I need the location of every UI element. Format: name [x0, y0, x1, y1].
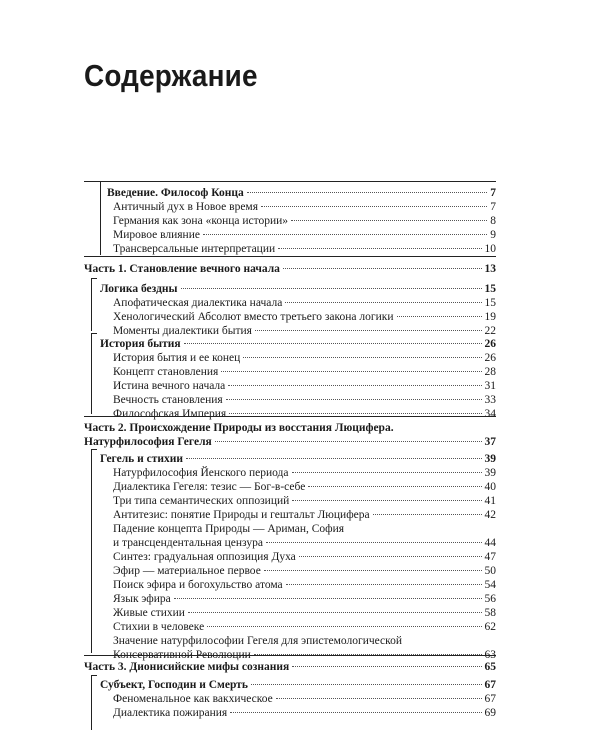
toc-entry-title: История бытия и ее конец [113, 352, 241, 364]
toc-page-number: 26 [484, 338, 496, 350]
group-bracket [91, 675, 92, 730]
toc-section-entry [84, 435, 496, 449]
dot-leader [215, 441, 482, 442]
dot-leader [286, 584, 482, 585]
toc-entry-title: Введение. Философ Конца [107, 187, 244, 199]
toc-entry [113, 393, 496, 407]
section-divider [84, 655, 496, 656]
toc-entry-title: Хенологический Абсолют вместо третьего закона логики [113, 311, 394, 323]
toc-entry-title: Мировое влияние [113, 229, 200, 241]
bracket-tick [91, 675, 97, 676]
section-divider [84, 256, 496, 257]
toc-entry [113, 550, 496, 564]
toc-page-number: 63 [484, 649, 496, 661]
toc-entry-title: Германия как зона «конца истории» [113, 215, 289, 227]
toc-entry-title: Истина вечного начала [113, 380, 226, 392]
toc-section-entry [100, 452, 496, 466]
dot-leader [230, 712, 481, 713]
toc-entry-title: и трансцендентальная цензура [113, 537, 263, 549]
toc-entry-title: Моменты диалектики бытия [113, 325, 252, 337]
toc-entry-title: Эфир — материальное первое [113, 565, 261, 577]
dot-leader [181, 288, 482, 289]
dot-leader [174, 598, 482, 599]
toc-page-number: 39 [484, 467, 496, 479]
toc-entry [113, 706, 496, 720]
toc-entry [113, 606, 496, 620]
toc-entry [113, 522, 496, 536]
toc-page-number: 41 [484, 495, 496, 507]
dot-leader [255, 330, 482, 331]
toc-entry [113, 536, 496, 550]
toc-section-entry [100, 282, 496, 296]
dot-leader [266, 542, 482, 543]
toc-entry-title: Падение концепта Природы — Ариман, София [113, 523, 345, 535]
toc-page-number: 22 [484, 325, 496, 337]
toc-section-entry [84, 660, 496, 674]
group-bracket [91, 333, 92, 414]
toc-entry [113, 351, 496, 365]
toc-page-number: 39 [484, 453, 496, 465]
section-divider [84, 416, 496, 417]
toc-page-number: 7 [490, 187, 496, 199]
toc-entry-title: Концепт становления [113, 366, 219, 378]
toc-entry-title: Консервативной Революции [113, 649, 251, 661]
toc-page-number: 44 [484, 537, 496, 549]
toc-entry [113, 466, 496, 480]
toc-page-number: 26 [484, 352, 496, 364]
toc-page-number: 19 [484, 311, 496, 323]
toc-entry-title: Значение натурфилософии Гегеля для эпистемологической [113, 635, 403, 647]
dot-leader [229, 413, 481, 414]
dot-leader [207, 626, 481, 627]
toc-entry [113, 578, 496, 592]
toc-page-number: 42 [484, 509, 496, 521]
toc-entry [113, 494, 496, 508]
toc-entry-title: Натурфилософия Гегеля [84, 436, 212, 448]
toc-page-number: 34 [484, 408, 496, 420]
toc-entry-title: Синтез: градуальная оппозиция Духа [113, 551, 296, 563]
toc-section-entry [100, 337, 496, 351]
dot-leader [397, 316, 482, 317]
toc-entry-title: Античный дух в Новое время [113, 201, 258, 213]
toc-page-number: 7 [490, 201, 496, 213]
bracket-tick [91, 278, 97, 279]
toc-entry-title: Часть 2. Происхождение Природы из восстания Люцифера. [84, 422, 394, 434]
toc-page-number: 37 [484, 436, 496, 448]
bracket-tick [91, 449, 97, 450]
dot-leader [292, 500, 481, 501]
dot-leader [291, 220, 487, 221]
toc-entry-title: Часть 3. Дионисийские мифы сознания [84, 661, 290, 673]
toc-page-number: 10 [484, 243, 496, 255]
dot-leader [247, 192, 487, 193]
toc-entry [113, 310, 496, 324]
dot-leader [264, 570, 482, 571]
toc-page-number: 13 [484, 263, 496, 275]
toc-entry [113, 365, 496, 379]
toc-entry-title: Язык эфира [113, 593, 171, 605]
toc-page-number: 47 [484, 551, 496, 563]
toc-entry-title: Вечность становления [113, 394, 223, 406]
dot-leader [186, 458, 481, 459]
toc-page-number: 40 [484, 481, 496, 493]
toc-entry-title: Три типа семантических оппозиций [113, 495, 290, 507]
dot-leader [251, 684, 482, 685]
toc-page-number: 67 [484, 693, 496, 705]
dot-leader [308, 486, 481, 487]
dot-leader [228, 385, 481, 386]
toc-entry [113, 508, 496, 522]
toc-entry [113, 242, 496, 256]
toc-page-number: 8 [490, 215, 496, 227]
toc-entry-title: Диалектика пожирания [113, 707, 228, 719]
dot-leader [283, 268, 482, 269]
dot-leader [299, 556, 482, 557]
toc-entry-title: Живые стихии [113, 607, 185, 619]
toc-entry-title: Апофатическая диалектика начала [113, 297, 283, 309]
toc-entry-title: Трансверсальные интерпретации [113, 243, 276, 255]
toc-entry-title: Субъект, Господин и Смерть [100, 679, 248, 691]
dot-leader [292, 666, 481, 667]
dot-leader [184, 343, 482, 344]
toc-entry-title: Стихии в человеке [113, 621, 205, 633]
dot-leader [261, 206, 487, 207]
toc-section-entry [84, 262, 496, 276]
group-bracket [91, 449, 92, 653]
toc-entry [113, 214, 496, 228]
toc-entry-title: Логика бездны [100, 283, 178, 295]
toc-entry-title: Поиск эфира и богохульство атома [113, 579, 283, 591]
toc-page-number: 69 [484, 707, 496, 719]
toc-page-number: 15 [484, 297, 496, 309]
toc-entry [113, 620, 496, 634]
dot-leader [292, 472, 482, 473]
toc-entry [113, 407, 496, 421]
section-divider [84, 181, 496, 182]
dot-leader [203, 234, 487, 235]
dot-leader [221, 371, 481, 372]
toc-entry-title: История бытия [100, 338, 181, 350]
toc-page-number: 9 [490, 229, 496, 241]
toc-page-number: 50 [484, 565, 496, 577]
toc-entry [113, 634, 496, 648]
toc-entry [113, 379, 496, 393]
toc-section-entry [84, 421, 496, 435]
toc-section-entry [107, 186, 496, 200]
dot-leader [373, 514, 482, 515]
toc-page-number: 15 [484, 283, 496, 295]
dot-leader [276, 698, 482, 699]
dot-leader [243, 357, 481, 358]
toc-entry [113, 200, 496, 214]
toc-page-number: 65 [484, 661, 496, 673]
toc-section-entry [100, 678, 496, 692]
toc-entry [113, 324, 496, 338]
toc-entry-title: Диалектика Гегеля: тезис — Бог-в-себе [113, 481, 306, 493]
group-bracket [91, 278, 92, 331]
toc-page-number: 31 [484, 380, 496, 392]
toc-page-number: 62 [484, 621, 496, 633]
dot-leader [278, 248, 481, 249]
toc-entry [113, 564, 496, 578]
toc-entry-title: Натурфилософия Йенского периода [113, 467, 289, 479]
toc-entry [113, 228, 496, 242]
dot-leader [285, 302, 481, 303]
toc-page-number: 67 [484, 679, 496, 691]
dot-leader [226, 399, 482, 400]
toc-entry [113, 692, 496, 706]
toc-entry-title: Антитезис: понятие Природы и гештальт Люцифера [113, 509, 370, 521]
toc-entry [113, 480, 496, 494]
toc-page-number: 54 [484, 579, 496, 591]
page-title: Содержание [84, 58, 258, 93]
toc-entry [113, 592, 496, 606]
group-bracket [100, 181, 101, 255]
toc-entry [113, 296, 496, 310]
dot-leader [188, 612, 482, 613]
toc-page-number: 28 [484, 366, 496, 378]
toc-page-number: 58 [484, 607, 496, 619]
toc-entry-title: Феноменальное как вакхическое [113, 693, 273, 705]
toc-page-number: 56 [484, 593, 496, 605]
toc-entry-title: Часть 1. Становление вечного начала [84, 263, 280, 275]
toc-entry-title: Гегель и стихии [100, 453, 184, 465]
bracket-tick [91, 333, 97, 334]
toc-entry-title: Философская Империя [113, 408, 227, 420]
toc-page-number: 33 [484, 394, 496, 406]
